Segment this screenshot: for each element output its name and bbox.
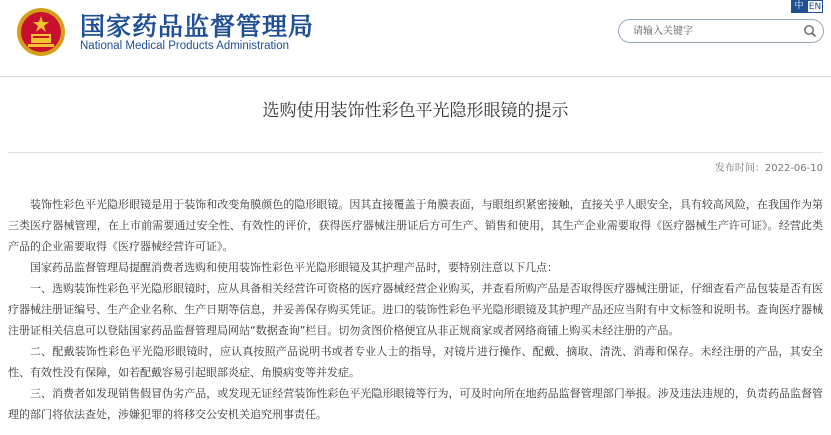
article-paragraph: 国家药品监督管理局提醒消费者选购和使用装饰性彩色平光隐形眼镜及其护理产品时，要特别注意以下几点：	[30, 261, 558, 274]
search-input[interactable]	[633, 23, 793, 39]
article-title: 选购使用装饰性彩色平光隐形眼镜的提示	[262, 101, 569, 121]
language-switch	[791, 0, 823, 13]
lang-zh-button[interactable]: 中	[791, 0, 807, 13]
article-paragraph: 装饰性彩色平光隐形眼镜是用于装饰和改变角膜颜色的隐形眼镜。因其直接覆盖于角膜表面，与眼组织紧密接触，直接关乎人眼安全，具有较高风险，在我国作为第三类医疗器械管理，在上市前需要通过安全性、有效性的评价，获得医疗器械注册证后方可生产、销售和使用，其生产企业需要取得《医疗器械生产许可证》。经营此类产品的企业需要取得《医疗器械经营许可证》。	[8, 198, 823, 253]
article-body	[8, 194, 823, 425]
article-paragraph: 二、配戴装饰性彩色平光隐形眼镜时，应认真按照产品说明书或者专业人士的指导，对镜片进行操作、配戴、摘取、清洗、消毒和保存。未经注册的产品，其安全性、有效性没有保障，如若配戴容易引起眼部炎症、角膜病变等并发症。	[8, 345, 823, 379]
publish-date-value: 2022-06-10	[764, 163, 823, 174]
article-paragraph: 三、消费者如发现销售假冒伪劣产品，或发现无证经营装饰性彩色平光隐形眼镜等行为，可及时向所在地药品监督管理部门举报。涉及违法违规的，负责药品监督管理的部门将依法查处，涉嫌犯罪的将移交公安机关追究刑事责任。	[8, 387, 823, 421]
header-divider	[0, 76, 831, 77]
publish-date	[715, 159, 823, 174]
site-title-cn[interactable]: 国家药品监督管理局	[80, 12, 315, 41]
national-emblem-logo[interactable]	[16, 7, 66, 57]
meta-divider	[8, 152, 823, 153]
search-icon[interactable]	[803, 24, 817, 38]
site-header	[0, 0, 831, 76]
article-paragraph: 一、选购装饰性彩色平光隐形眼镜时，应从具备相关经营许可资格的医疗器械经营企业购买，并查看所购产品是否取得医疗器械注册证，仔细查看产品包装是否有医疗器械注册证编号、生产企业名称、生产日期等信息，并妥善保存购买凭证。进口的装饰性彩色平光隐形眼镜及其护理产品还应当附有中文标签和说明书。查询医疗器械注册证相关信息可以登陆国家药品监督管理局网站“数据查询”栏目。切勿贪图价格便宜从非正规商家或者网络商铺上购买未经注册的产品。	[8, 282, 823, 337]
search-box	[618, 19, 824, 43]
lang-en-button[interactable]: EN	[808, 2, 822, 12]
publish-date-label: 发布时间：	[714, 163, 765, 174]
site-title-en[interactable]: National Medical Products Administration	[80, 40, 290, 52]
